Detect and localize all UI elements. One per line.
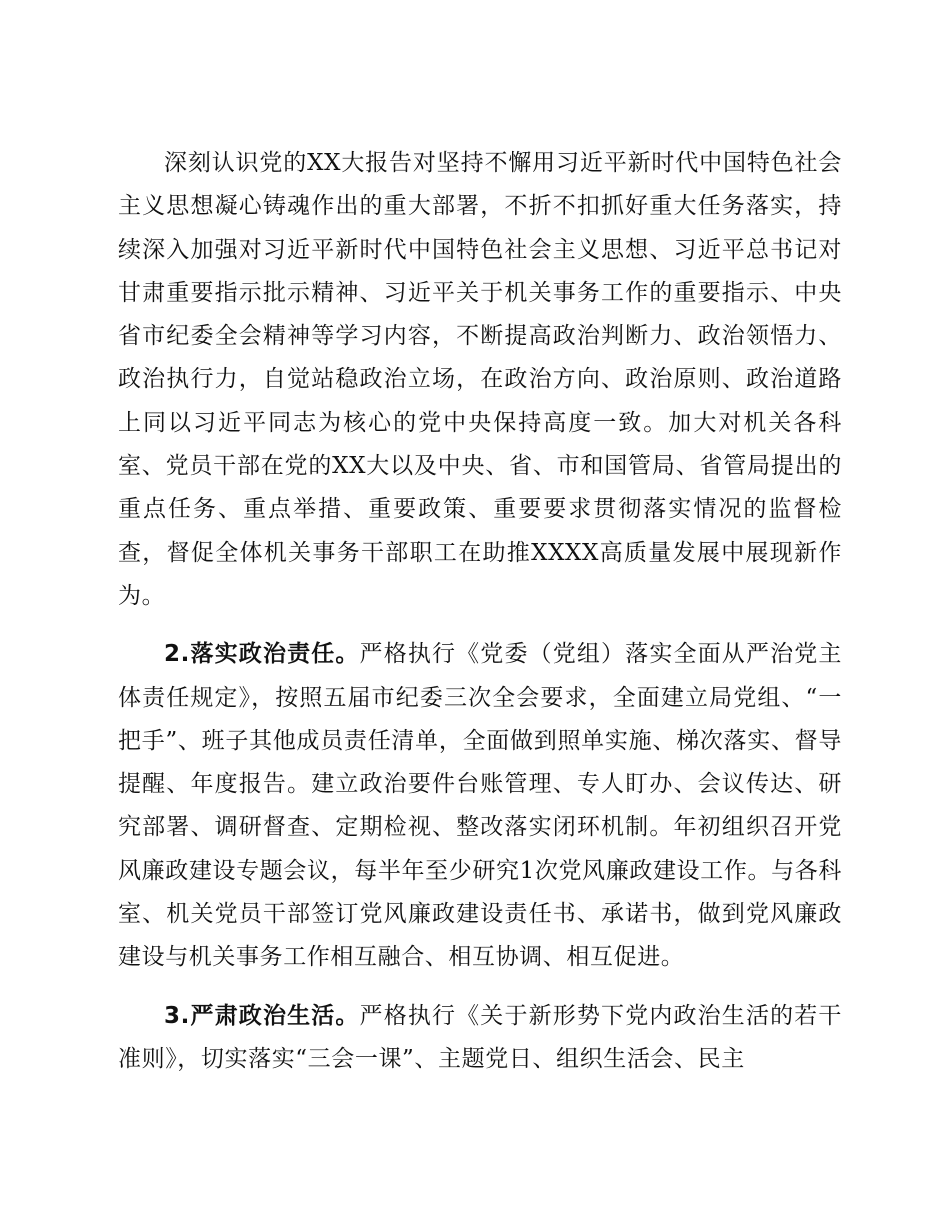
paragraph-2 xyxy=(118,633,842,979)
paragraph-3 xyxy=(118,995,842,1082)
paragraph-2-text: 严格执行《党委（党组）落实全面从严治党主体责任规定》，按照五届市纪委三次全会要求，全面建立局党组、“一把手”、班子其他成员责任清单，全面做到照单实施、梯次落实、督导提醒、年度报告。建立政治要件台账管理、专人盯办、会议传达、研究部署、调研督查、定期检视、整改落实闭环机制。年初组织召开党风廉政建设专题会议，每半年至少研究1次党风廉政建设工作。与各科室、机关党员干部签订党风廉政建设责任书、承诺书，做到党风廉政建设与机关事务工作相互融合、相互协调、相互促进。 xyxy=(118,641,842,971)
paragraph-2-heading: 2.落实政治责任。 xyxy=(164,641,360,668)
paragraph-1-text: 深刻认识党的XX大报告对坚持不懈用习近平新时代中国特色社会主义思想凝心铸魂作出的重大部署，不折不扣抓好重大任务落实，持续深入加强对习近平新时代中国特色社会主义思想、习近平总书记对甘肃重要指示批示精神、习近平关于机关事务工作的重要指示、中央省市纪委全会精神等学习内容，不断提高政治判断力、政治领悟力、政治执行力，自觉站稳政治立场，在政治方向、政治原则、政治道路上同以习近平同志为核心的党中央保持高度一致。加大对机关各科室、党员干部在党的XX大以及中央、省、市和国管局、省管局提出的重点任务、重点举措、重要政策、重要要求贯彻落实情况的监督检查，督促全体机关事务干部职工在助推XXXX高质量发展中展现新作为。 xyxy=(118,150,842,609)
paragraph-3-heading: 3.严肃政治生活。 xyxy=(164,1002,360,1029)
document-page xyxy=(118,142,842,1081)
paragraph-1 xyxy=(118,142,842,618)
paragraph-3-text: 严格执行《关于新形势下党内政治生活的若干准则》，切实落实“三会一课”、主题党日、组织生活会、民主 xyxy=(118,1002,842,1072)
